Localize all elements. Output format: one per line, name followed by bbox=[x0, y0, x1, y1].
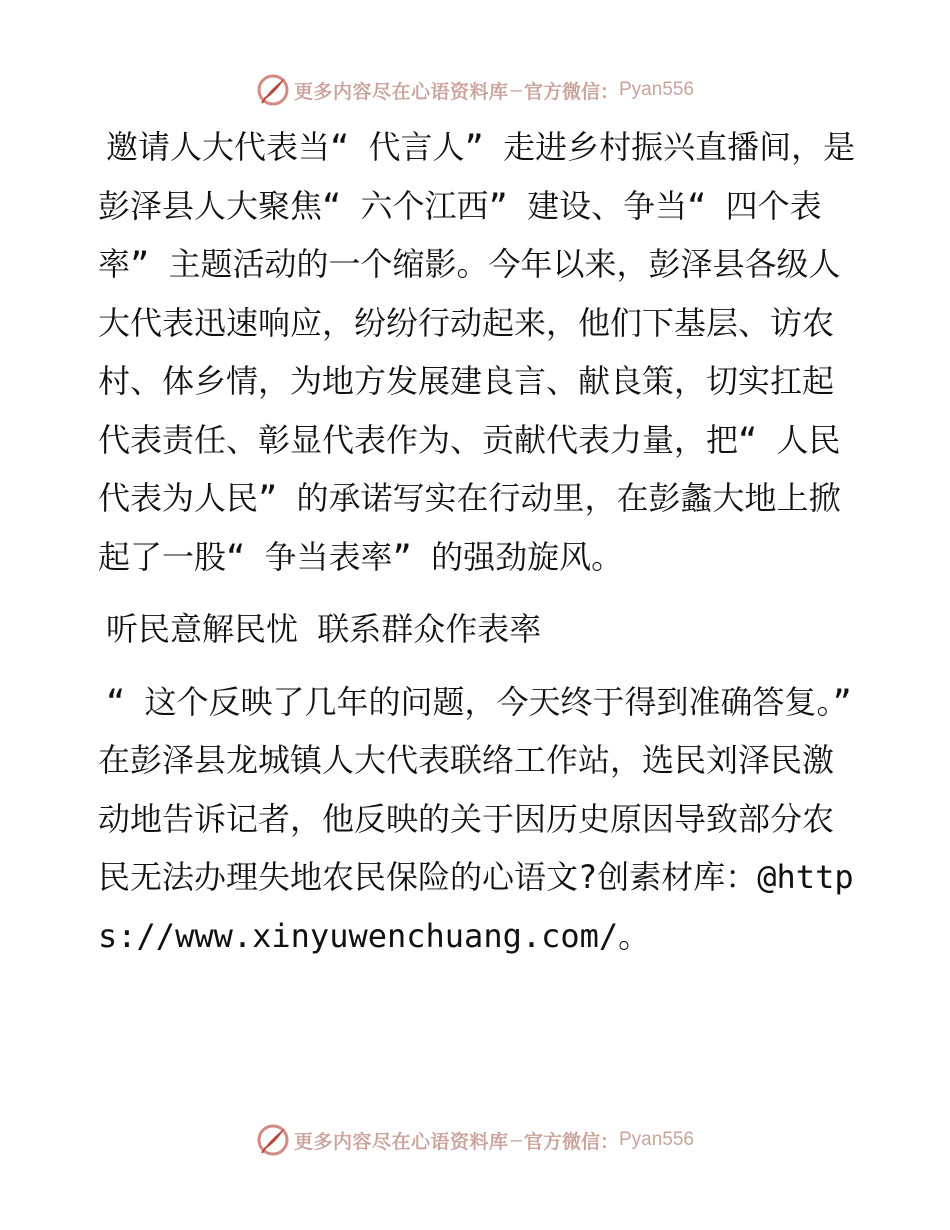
footer-banner bbox=[0, 1120, 950, 1160]
header-banner bbox=[0, 70, 950, 110]
banner-wechat-label: 官方微信： bbox=[523, 1130, 619, 1153]
feather-quill-logo-icon bbox=[256, 1123, 290, 1157]
article-paragraph-2: “ 这个反映了几年的问题，今天终于得到准确答复。” 在彭泽县龙城镇人大代表联络工作站，选民刘泽民激动地告诉记者，他反映的关于因历史原因导致部分农民无法办理失地农民保险的心语文?创素材库：@https://www.xinyuwenchuang.com/。 bbox=[98, 682, 872, 955]
banner-dash: — bbox=[510, 79, 522, 101]
banner-dash: — bbox=[510, 1129, 522, 1151]
article-body bbox=[98, 118, 872, 965]
feather-quill-logo-icon bbox=[256, 73, 290, 107]
banner-wechat-label: 官方微信： bbox=[523, 80, 619, 103]
banner-wechat-id: Pyan556 bbox=[618, 79, 694, 100]
banner-wechat-id: Pyan556 bbox=[618, 1129, 694, 1150]
banner-text: 更多内容尽在心语资料库 bbox=[294, 1130, 509, 1153]
article-paragraph-1: 邀请人大代表当“ 代言人” 走进乡村振兴直播间，是彭泽县人大聚焦“ 六个江西” 建设、争当“ 四个表率” 主题活动的一个缩影。今年以来，彭泽县各级人大代表迅速响应，纷纷行动起来，他们下基层、访农村、体乡情，为地方发展建良言、献良策，切实扛起代表责任、彰显代表作为、贡献代表力量，把“ 人民代表为人民” 的承诺写实在行动里，在彭蠡大地上掀起了一股“ 争当表率” 的强劲旋风。 bbox=[98, 128, 856, 576]
banner-text: 更多内容尽在心语资料库 bbox=[294, 80, 509, 103]
section-heading: 听民意解民忧 联系群众作表率 bbox=[106, 610, 542, 648]
